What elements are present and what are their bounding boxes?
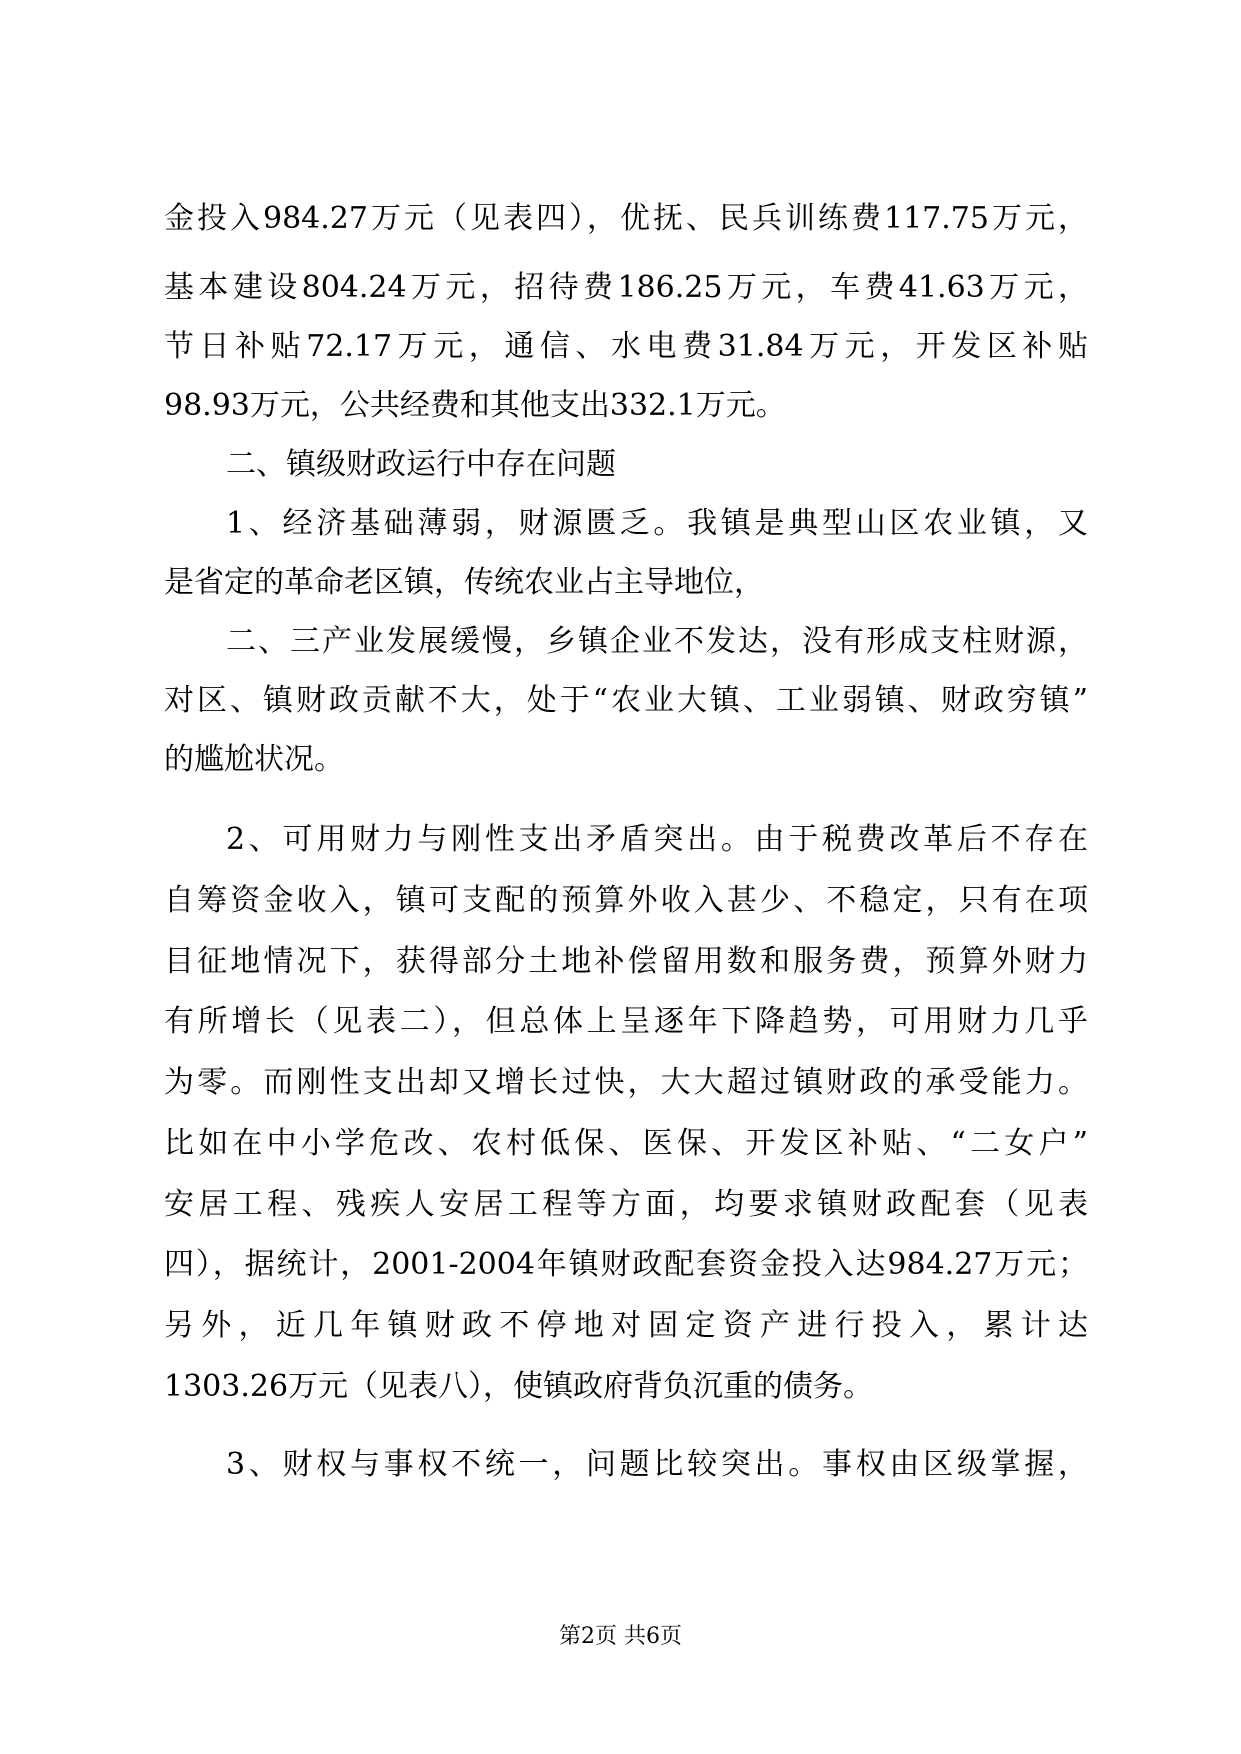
body-line: 2、可用财力与刚性支出矛盾突出。由于税费改革后不存在 xyxy=(226,822,1088,857)
body-line: 1303.26万元（见表八），使镇政府背负沉重的债务。 xyxy=(164,1369,874,1404)
body-line: 二、三产业发展缓慢，乡镇企业不发达，没有形成支柱财源， xyxy=(226,624,1088,659)
body-line: 比如在中小学危改、农村低保、医保、开发区补贴、“二女户” xyxy=(164,1126,1088,1161)
body-line: 3、财权与事权不统一，问题比较突出。事权由区级掌握， xyxy=(226,1447,1088,1482)
body-line: 的尴尬状况。 xyxy=(164,742,344,777)
body-line: 节日补贴72.17万元，通信、水电费31.84万元，开发区补贴 xyxy=(164,329,1088,364)
page-footer: 第2页 共6页 xyxy=(559,1624,682,1649)
body-line: 98.93万元，公共经费和其他支出332.1万元。 xyxy=(164,388,786,423)
body-line: 1、经济基础薄弱，财源匮乏。我镇是典型山区农业镇，又 xyxy=(226,506,1088,541)
section-heading: 二、镇级财政运行中存在问题 xyxy=(226,447,616,482)
body-line: 目征地情况下，获得部分土地补偿留用数和服务费，预算外财力 xyxy=(164,944,1088,979)
body-line: 金投入984.27万元（见表四），优抚、民兵训练费117.75万元， xyxy=(164,201,1088,236)
body-line: 自筹资金收入，镇可支配的预算外收入甚少、不稳定，只有在项 xyxy=(164,883,1088,918)
body-line: 另外，近几年镇财政不停地对固定资产进行投入，累计达 xyxy=(164,1308,1088,1343)
body-line: 基本建设804.24万元，招待费186.25万元，车费41.63万元， xyxy=(164,270,1088,305)
body-line: 是省定的革命老区镇，传统农业占主导地位， xyxy=(164,565,764,600)
body-line: 有所增长（见表二），但总体上呈逐年下降趋势，可用财力几乎 xyxy=(164,1004,1088,1039)
body-line: 安居工程、残疾人安居工程等方面，均要求镇财政配套（见表 xyxy=(164,1187,1088,1222)
body-line: 四），据统计，2001-2004年镇财政配套资金投入达984.27万元； xyxy=(164,1247,1088,1282)
body-line: 对区、镇财政贡献不大，处于“农业大镇、工业弱镇、财政穷镇” xyxy=(164,683,1088,718)
body-line: 为零。而刚性支出却又增长过快，大大超过镇财政的承受能力。 xyxy=(164,1065,1088,1100)
